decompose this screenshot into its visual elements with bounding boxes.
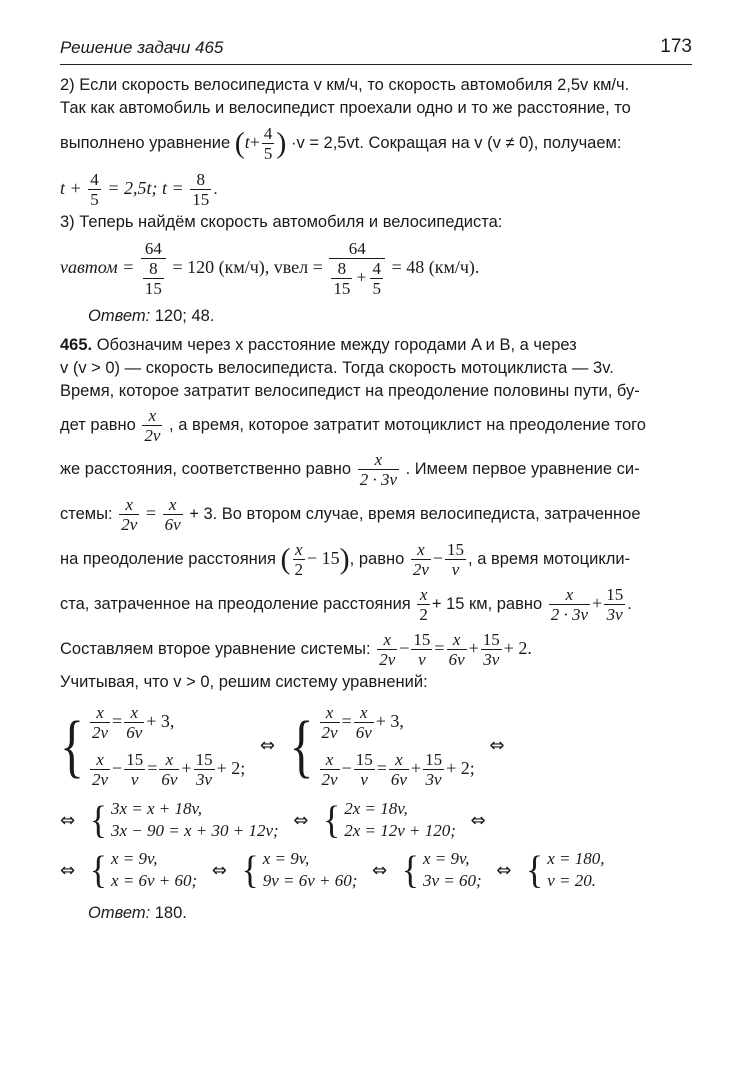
answer-line: Ответ: 120; 48.: [88, 306, 215, 325]
text-line: Так как автомобиль и велосипедист проехали одно и то же расстояние, то: [60, 99, 631, 117]
text-line: выполнено уравнение (t+ $\frac{4}{5}$ ) ·v = 2,5vt. Сокращая на v (v ≠ 0), получаем:: [60, 124, 622, 164]
system-row-1: { $\frac{x}{2v}$ = $\frac{x}{6v}$ + 3, $\frac{x}{2v}$ − $\frac{15}{v}$ = $\frac{x}{6v}$ + $\frac{15}{3v}$ + 2; ⇔ { $\frac{x}{2v}$ = $\frac{x}{6v}$ + 3, $\frac{x}{2v}$ − $\frac{15}{v}$ = $\frac{x}{6v}$ + $\frac{15}{3v}$ + 2; ⇔: [60, 703, 505, 790]
text-line: Составляем второе уравнение системы: $\frac{x}{2v}$ − $\frac{15}{v}$ = $\frac{x}{6v}$ + $\frac{15}{3v}$ + 2.: [60, 630, 532, 670]
equation-line: t + $\frac{4}{5}$ = 2,5t; t = $\frac{8}{15}$ .: [60, 169, 218, 209]
text-line: Учитывая, что v > 0, решим систему уравнений:: [60, 673, 428, 692]
text-line: v (v > 0) — скорость велосипедиста. Тогда скорость мотоциклиста — 3v.: [60, 358, 614, 377]
page-number: 173: [660, 36, 692, 57]
text-line: Время, которое затратит велосипедист на преодоление половины пути, бу-: [60, 381, 640, 400]
running-title: Решение задачи 465: [60, 38, 224, 57]
text-line: 3) Теперь найдём скорость автомобиля и велосипедиста:: [60, 212, 503, 231]
system-row-2: ⇔ { 3x = x + 18v, 3x − 90 = x + 30 + 12v; ⇔ { 2x = 18v, 2x = 12v + 120; ⇔: [60, 798, 486, 843]
text-line: стемы: $\frac{x}{2v}$ = $\frac{x}{6v}$ + 3. Во втором случае, время велосипедиста, затраченное: [60, 494, 641, 534]
text-line: ста, затраченное на преодоление расстояния $\frac{x}{2}$ + 15 км, равно $\frac{x}{2 \cdot 3v}$ + $\frac{15}{3v}$ .: [60, 585, 632, 625]
text-line: на преодоление расстояния ( $\frac{x}{2}$ − 15), равно $\frac{x}{2v}$ − $\frac{15}{v}$ , а время мотоцикли-: [60, 539, 631, 579]
fraction: $\frac{64}{\frac{8}{15}}$: [141, 239, 166, 298]
page: [60, 0, 692, 1070]
text-line: дет равно $\frac{x}{2v}$ , а время, которое затратит мотоциклист на преодоление того: [60, 405, 646, 445]
fraction: 64 $\frac{8}{15}$ + $\frac{4}{5}$: [329, 239, 385, 298]
fraction: $\frac{4}{5}$: [263, 124, 273, 164]
text-line: 465. Обозначим через x расстояние между городами A и B, а через: [60, 335, 577, 354]
page-header: [60, 36, 692, 65]
system-row-3: ⇔ { x = 9v, x = 6v + 60; ⇔ { x = 9v, 9v = 6v + 60; ⇔ { x = 9v, 3v = 60; ⇔ { x = 180, v = 20.: [60, 848, 605, 893]
fraction: $\frac{4}{5}$: [90, 169, 99, 209]
fraction: $\frac{x}{2v}$: [144, 405, 161, 445]
text-line: же расстояния, соответственно равно $\frac{x}{2 \cdot 3v}$ . Имеем первое уравнение си-: [60, 449, 640, 489]
equation-line: vавтом = $\frac{64}{\frac{8}{15}}$ = 120 (км/ч), vвел = 64 $\frac{8}{15}$ + $\frac{4}{5}$ = 48 (км/ч).: [60, 238, 480, 298]
text-line: 2) Если скорость велосипедиста v км/ч, то скорость автомобиля 2,5v км/ч.: [60, 76, 630, 94]
answer-line: Ответ: 180.: [88, 904, 187, 923]
page-content: [60, 74, 692, 925]
fraction: $\frac{8}{15}$: [192, 169, 210, 209]
fraction: $\frac{x}{2 \cdot 3v}$: [359, 449, 397, 489]
